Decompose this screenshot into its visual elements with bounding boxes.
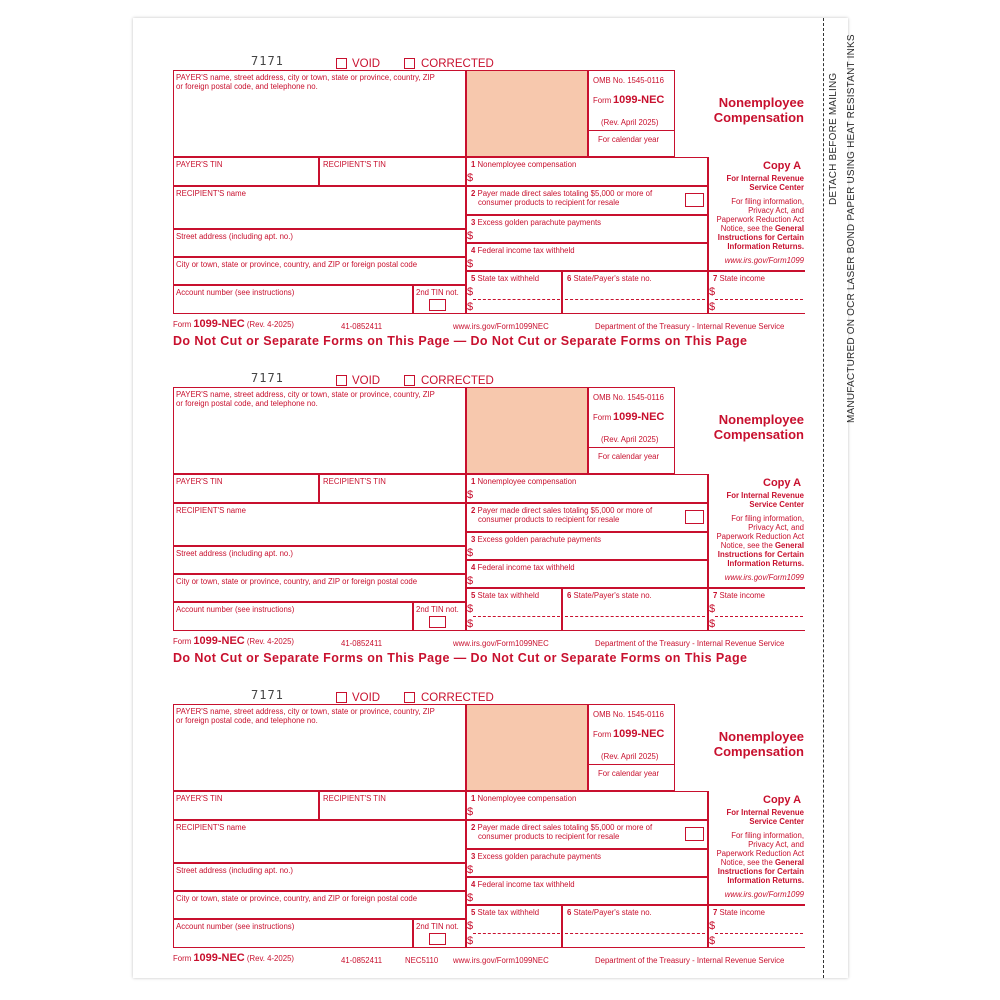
corrected-label: CORRECTED <box>421 58 494 70</box>
box7-label: 7 State income <box>713 591 766 600</box>
box6-label: 6 State/Payer's state no. <box>567 908 652 917</box>
recipient-name-label: RECIPIENT'S name <box>176 189 246 198</box>
shaded-area <box>466 704 588 791</box>
irs-center-2: Service Center <box>749 500 804 509</box>
corrected-label: CORRECTED <box>421 692 494 704</box>
side-manufactured-text: MANUFACTURED ON OCR LASER BOND PAPER USING HEAT RESISTANT INKS <box>846 34 857 423</box>
footer-cat: 41-0852411 <box>341 639 383 648</box>
box1-label: 1 Nonemployee compensation <box>471 477 577 486</box>
box7-dollar-2: $ <box>709 935 716 947</box>
footer-dept: Department of the Treasury - Internal Revenue Service <box>595 956 785 965</box>
rev-label: (Rev. April 2025) <box>601 435 659 444</box>
instr-5: Instructions for Certain <box>717 550 804 559</box>
box6-label: 6 State/Payer's state no. <box>567 591 652 600</box>
box3-label: 3 Excess golden parachute payments <box>471 535 602 544</box>
void-label: VOID <box>352 692 381 704</box>
form-word: Form <box>593 730 612 739</box>
rev-label: (Rev. April 2025) <box>601 752 659 761</box>
box7-divider <box>715 933 803 934</box>
account-number-label: Account number (see instructions) <box>176 288 295 297</box>
recipient-tin-label: RECIPIENT'S TIN <box>323 794 386 803</box>
box4-dollar: $ <box>467 575 474 587</box>
omb-label: OMB No. 1545-0116 <box>593 393 664 402</box>
footer-url: www.irs.gov/Form1099NEC <box>453 956 549 965</box>
box4-dollar: $ <box>467 892 474 904</box>
second-tin-label: 2nd TIN not. <box>416 605 459 614</box>
payer-tin-label: PAYER'S TIN <box>176 160 223 169</box>
box7-dollar-1: $ <box>709 603 716 615</box>
title-line-2: Compensation <box>713 744 804 759</box>
instr-4: Notice, see the General <box>720 541 804 550</box>
void-label: VOID <box>352 375 381 387</box>
box4-dollar: $ <box>467 258 474 270</box>
street-address-label: Street address (including apt. no.) <box>176 232 294 241</box>
box3-dollar: $ <box>467 864 474 876</box>
payer-name-label-2: or foreign postal code, and telephone no. <box>176 399 318 408</box>
irs-center-1: For Internal Revenue <box>726 174 804 183</box>
void-label: VOID <box>352 58 381 70</box>
box3-dollar: $ <box>467 547 474 559</box>
box1-label: 1 Nonemployee compensation <box>471 794 577 803</box>
box1-label: 1 Nonemployee compensation <box>471 160 577 169</box>
form-number: 1099-NEC <box>613 94 665 106</box>
void-checkbox[interactable] <box>336 375 347 386</box>
box4-label: 4 Federal income tax withheld <box>471 563 575 572</box>
instr-url: www.irs.gov/Form1099 <box>724 890 804 899</box>
payer-name-label-1: PAYER'S name, street address, city or town, state or province, country, ZIP <box>176 73 435 82</box>
irs-center-2: Service Center <box>749 183 804 192</box>
instr-5: Instructions for Certain <box>717 867 804 876</box>
payer-name-label-1: PAYER'S name, street address, city or town, state or province, country, ZIP <box>176 390 435 399</box>
payer-tin-label: PAYER'S TIN <box>176 477 223 486</box>
box7-label: 7 State income <box>713 274 766 283</box>
form-number: 1099-NEC <box>613 728 665 740</box>
form-title <box>688 412 804 442</box>
calendar-divider <box>588 447 675 448</box>
recipient-tin-label: RECIPIENT'S TIN <box>323 477 386 486</box>
instr-6: Information Returns. <box>727 876 804 885</box>
instr-3: Paperwork Reduction Act <box>716 215 804 224</box>
box6-divider <box>565 299 705 300</box>
calendar-year-label: For calendar year <box>598 135 660 144</box>
account-number-label: Account number (see instructions) <box>176 605 295 614</box>
recipient-name-label: RECIPIENT'S name <box>176 506 246 515</box>
rev-label: (Rev. April 2025) <box>601 118 659 127</box>
box2-checkbox[interactable] <box>685 827 704 841</box>
form-word: Form <box>593 413 612 422</box>
box2-label-1: 2 Payer made direct sales totaling $5,000 or more of <box>471 506 653 515</box>
second-tin-checkbox[interactable] <box>429 299 446 311</box>
box2-label-1: 2 Payer made direct sales totaling $5,000 or more of <box>471 823 653 832</box>
box5-dollar-1: $ <box>467 920 474 932</box>
irs-center-1: For Internal Revenue <box>726 491 804 500</box>
box5-label: 5 State tax withheld <box>471 591 540 600</box>
box7-dollar-1: $ <box>709 920 716 932</box>
payer-name-label-2: or foreign postal code, and telephone no. <box>176 82 318 91</box>
irs-center-2: Service Center <box>749 817 804 826</box>
footer-form: Form 1099-NEC (Rev. 4-2025) <box>173 318 294 330</box>
box7-dollar-2: $ <box>709 618 716 630</box>
box5-dollar-1: $ <box>467 286 474 298</box>
instr-6: Information Returns. <box>727 559 804 568</box>
calendar-divider <box>588 130 675 131</box>
box2-checkbox[interactable] <box>685 510 704 524</box>
copy-label: Copy A <box>763 794 802 806</box>
box5-divider <box>473 616 560 617</box>
detach-perforation <box>823 18 824 978</box>
footer-cat: 41-0852411 <box>341 322 383 331</box>
recipient-tin-label: RECIPIENT'S TIN <box>323 160 386 169</box>
title-line-1: Nonemployee <box>718 729 804 744</box>
instr-1: For filing information, <box>731 831 804 840</box>
box4-label: 4 Federal income tax withheld <box>471 880 575 889</box>
footer-form: Form 1099-NEC (Rev. 4-2025) <box>173 635 294 647</box>
corrected-checkbox[interactable] <box>404 692 415 703</box>
box2-checkbox[interactable] <box>685 193 704 207</box>
payer-name-label-1: PAYER'S name, street address, city or town, state or province, country, ZIP <box>176 707 435 716</box>
form-copy-3 <box>173 688 805 996</box>
box5-dollar-2: $ <box>467 301 474 313</box>
calendar-year-label: For calendar year <box>598 769 660 778</box>
recipient-name-label: RECIPIENT'S name <box>176 823 246 832</box>
title-line-2: Compensation <box>713 110 804 125</box>
instr-4: Notice, see the General <box>720 224 804 233</box>
title-line-1: Nonemployee <box>718 95 804 110</box>
form-code: 7171 <box>251 688 284 702</box>
box1-dollar: $ <box>467 806 474 818</box>
instr-3: Paperwork Reduction Act <box>716 849 804 858</box>
calendar-divider <box>588 764 675 765</box>
box2-label-1: 2 Payer made direct sales totaling $5,000 or more of <box>471 189 653 198</box>
payer-tin-label: PAYER'S TIN <box>176 794 223 803</box>
footer-dept: Department of the Treasury - Internal Revenue Service <box>595 639 785 648</box>
box6-divider <box>565 616 705 617</box>
corrected-checkbox[interactable] <box>404 58 415 69</box>
box4-label: 4 Federal income tax withheld <box>471 246 575 255</box>
title-line-2: Compensation <box>713 427 804 442</box>
form-copy-2 <box>173 371 805 679</box>
shaded-area <box>466 70 588 157</box>
void-checkbox[interactable] <box>336 58 347 69</box>
omb-label: OMB No. 1545-0116 <box>593 710 664 719</box>
city-label: City or town, state or province, country, and ZIP or foreign postal code <box>176 260 418 269</box>
box7-divider <box>715 616 803 617</box>
box5-label: 5 State tax withheld <box>471 908 540 917</box>
box1-dollar: $ <box>467 489 474 501</box>
side-detach-text: DETACH BEFORE MAILING <box>828 72 839 205</box>
box5-divider <box>473 933 560 934</box>
instr-1: For filing information, <box>731 197 804 206</box>
copy-label: Copy A <box>763 477 802 489</box>
box3-dollar: $ <box>467 230 474 242</box>
footer-nec: NEC5110 <box>405 956 439 965</box>
second-tin-checkbox[interactable] <box>429 933 446 945</box>
city-label: City or town, state or province, country, and ZIP or foreign postal code <box>176 577 418 586</box>
instr-url: www.irs.gov/Form1099 <box>724 573 804 582</box>
instr-url: www.irs.gov/Form1099 <box>724 256 804 265</box>
box3-label: 3 Excess golden parachute payments <box>471 218 602 227</box>
box5-dollar-1: $ <box>467 603 474 615</box>
second-tin-label: 2nd TIN not. <box>416 288 459 297</box>
box6-label: 6 State/Payer's state no. <box>567 274 652 283</box>
box6-divider <box>565 933 705 934</box>
footer-url: www.irs.gov/Form1099NEC <box>453 322 549 331</box>
instr-6: Information Returns. <box>727 242 804 251</box>
form-title <box>688 729 804 759</box>
form-code: 7171 <box>251 54 284 68</box>
box2-label-2: consumer products to recipient for resale <box>478 515 620 524</box>
instr-2: Privacy Act, and <box>748 523 804 532</box>
instr-2: Privacy Act, and <box>748 840 804 849</box>
form-code: 7171 <box>251 371 284 385</box>
footer-url: www.irs.gov/Form1099NEC <box>453 639 549 648</box>
form-copy-1 <box>173 54 805 362</box>
footer-cat: 41-0852411 <box>341 956 383 965</box>
form-word: Form <box>593 96 612 105</box>
form-title <box>688 95 804 125</box>
street-address-label: Street address (including apt. no.) <box>176 549 294 558</box>
city-label: City or town, state or province, country, and ZIP or foreign postal code <box>176 894 418 903</box>
void-checkbox[interactable] <box>336 692 347 703</box>
box7-dollar-1: $ <box>709 286 716 298</box>
title-line-1: Nonemployee <box>718 412 804 427</box>
corrected-checkbox[interactable] <box>404 375 415 386</box>
instr-4: Notice, see the General <box>720 858 804 867</box>
instr-5: Instructions for Certain <box>717 233 804 242</box>
box7-label: 7 State income <box>713 908 766 917</box>
box1-dollar: $ <box>467 172 474 184</box>
box5-divider <box>473 299 560 300</box>
instr-1: For filing information, <box>731 514 804 523</box>
footer-form: Form 1099-NEC (Rev. 4-2025) <box>173 952 294 964</box>
account-number-label: Account number (see instructions) <box>176 922 295 931</box>
instr-3: Paperwork Reduction Act <box>716 532 804 541</box>
box2-label-2: consumer products to recipient for resale <box>478 198 620 207</box>
do-not-cut: Do Not Cut or Separate Forms on This Page — Do Not Cut or Separate Forms on This Page <box>173 651 748 665</box>
second-tin-checkbox[interactable] <box>429 616 446 628</box>
box5-label: 5 State tax withheld <box>471 274 540 283</box>
instr-2: Privacy Act, and <box>748 206 804 215</box>
box5-dollar-2: $ <box>467 618 474 630</box>
box7-divider <box>715 299 803 300</box>
do-not-cut: Do Not Cut or Separate Forms on This Page — Do Not Cut or Separate Forms on This Page <box>173 334 748 348</box>
form-number: 1099-NEC <box>613 411 665 423</box>
box7-dollar-2: $ <box>709 301 716 313</box>
box5-dollar-2: $ <box>467 935 474 947</box>
shaded-area <box>466 387 588 474</box>
street-address-label: Street address (including apt. no.) <box>176 866 294 875</box>
footer-dept: Department of the Treasury - Internal Revenue Service <box>595 322 785 331</box>
irs-center-1: For Internal Revenue <box>726 808 804 817</box>
box2-label-2: consumer products to recipient for resale <box>478 832 620 841</box>
payer-name-label-2: or foreign postal code, and telephone no. <box>176 716 318 725</box>
second-tin-label: 2nd TIN not. <box>416 922 459 931</box>
corrected-label: CORRECTED <box>421 375 494 387</box>
calendar-year-label: For calendar year <box>598 452 660 461</box>
box3-label: 3 Excess golden parachute payments <box>471 852 602 861</box>
omb-label: OMB No. 1545-0116 <box>593 76 664 85</box>
copy-label: Copy A <box>763 160 802 172</box>
